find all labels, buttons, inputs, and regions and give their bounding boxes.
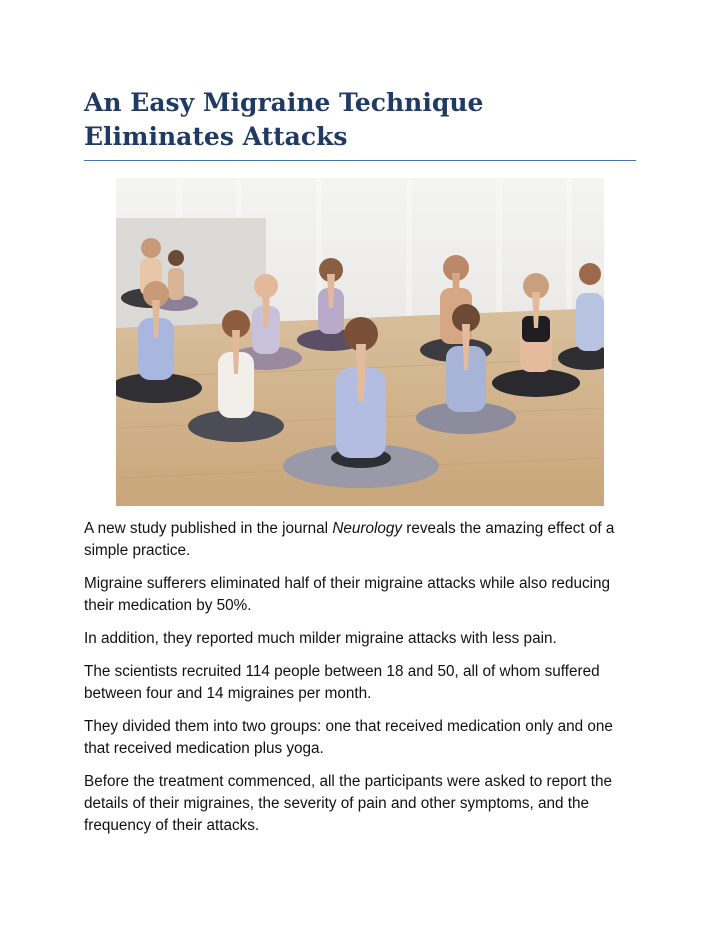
paragraph-3: In addition, they reported much milder migraine attacks with less pain.: [84, 630, 557, 647]
paragraph-1-start: A new study published in the journal: [84, 520, 333, 537]
paragraph-1: [84, 518, 640, 562]
paragraph-1-end: reveals the amazing effect of a simple practice.: [84, 520, 615, 559]
paragraph-2: Migraine sufferers eliminated half of their migraine attacks while also reducing their medication by 50%.: [84, 575, 611, 614]
paragraph-5: They divided them into two groups: one that received medication only and one that received medication plus yoga.: [84, 718, 613, 757]
article-body: [84, 518, 640, 848]
paragraph-4: The scientists recruited 114 people between 18 and 50, all of whom suffered between four and 14 migraines per month.: [84, 663, 600, 702]
yoga-class-illustration: [116, 178, 604, 506]
paragraph-6: Before the treatment commenced, all the participants were asked to report the details of their migraines, the severity of pain and other symptoms, and the frequency of their attacks.: [84, 773, 613, 834]
article-title-line-1: An Easy Migraine Technique: [84, 88, 484, 117]
title-divider: [84, 160, 636, 161]
article-title-line-2: Eliminates Attacks: [84, 122, 348, 151]
journal-name: Neurology: [332, 520, 403, 537]
yoga-class-photo: [116, 178, 604, 506]
article-title: [84, 86, 644, 154]
